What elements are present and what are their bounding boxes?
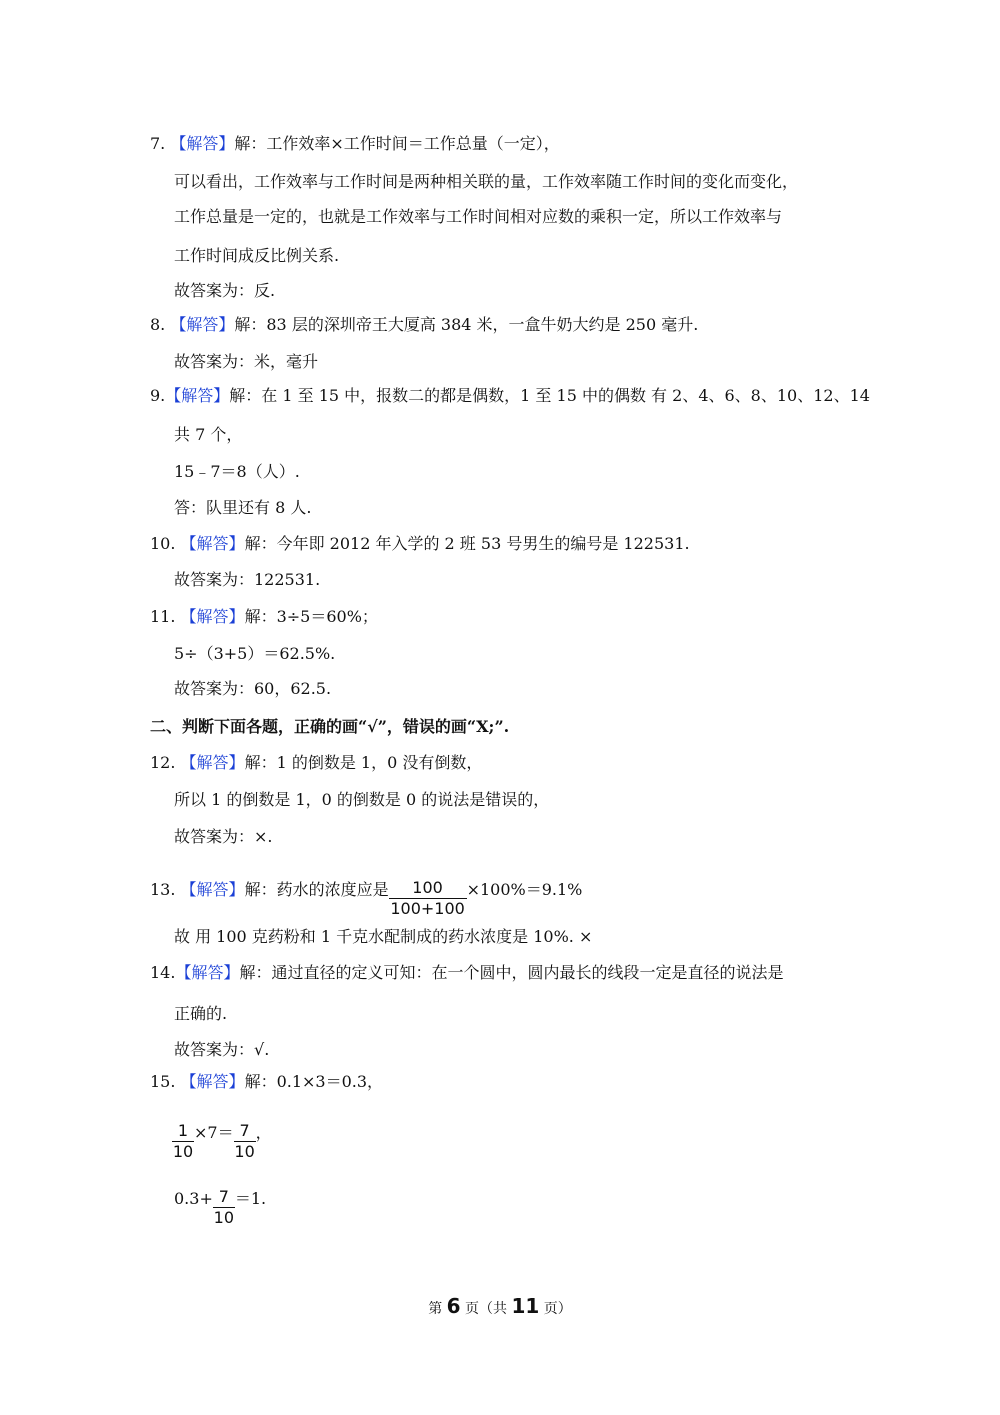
answer-text: ＝1. bbox=[234, 1189, 267, 1208]
answer-7-line-2: 可以看出，工作效率与工作时间是两种相关联的量，工作效率随工作时间的变化而变化， bbox=[174, 172, 799, 191]
answer-11-line-1 bbox=[150, 606, 378, 628]
answer-7-line-5: 故答案为：反. bbox=[174, 281, 276, 300]
answer-11-line-2: 5÷（3+5）＝62.5%. bbox=[174, 644, 336, 663]
answer-8-line-2: 故答案为：米，毫升 bbox=[174, 352, 319, 371]
answer-text: ×100%＝9.1% bbox=[466, 880, 583, 899]
answer-tag: 【解答】 bbox=[175, 963, 240, 982]
fraction-numerator: 7 bbox=[213, 1187, 235, 1208]
fraction-numerator: 7 bbox=[234, 1121, 256, 1142]
answer-text: 解：通过直径的定义可知：在一个圆中，圆内最长的线段一定是直径的说法是 bbox=[239, 963, 784, 982]
fraction-denominator: 10 bbox=[172, 1142, 194, 1161]
footer-text: 页） bbox=[543, 1301, 572, 1317]
answer-14-line-1 bbox=[150, 962, 783, 984]
answer-text: 解：工作效率×工作时间＝工作总量（一定）， bbox=[234, 134, 560, 153]
answer-tag: 【解答】 bbox=[180, 1072, 245, 1091]
answer-text: ×7＝ bbox=[194, 1123, 234, 1142]
fraction bbox=[172, 1121, 194, 1162]
answer-12-line-1 bbox=[150, 752, 482, 774]
total-pages: 11 bbox=[511, 1294, 540, 1318]
fraction bbox=[213, 1187, 235, 1228]
answer-12-line-3: 故答案为：×. bbox=[174, 827, 273, 846]
question-number: 7. bbox=[150, 134, 166, 153]
footer-text: 第 bbox=[428, 1301, 443, 1317]
current-page: 6 bbox=[446, 1294, 461, 1318]
answer-tag: 【解答】 bbox=[170, 315, 235, 334]
answer-tag: 【解答】 bbox=[165, 386, 230, 405]
answer-text: 解：1 的倒数是 1，0 没有倒数， bbox=[244, 753, 483, 772]
answer-text: 解：0.1×3＝0.3， bbox=[244, 1072, 384, 1091]
answer-tag: 【解答】 bbox=[180, 607, 245, 626]
fraction-numerator: 1 bbox=[172, 1121, 194, 1142]
answer-11-line-3: 故答案为：60，62.5. bbox=[174, 679, 332, 698]
fraction-denominator: 100+100 bbox=[390, 899, 465, 918]
answer-text: 0.3+ bbox=[174, 1189, 213, 1208]
page-footer bbox=[0, 1294, 1000, 1318]
answer-9-line-3: 15﹣7＝8（人）. bbox=[174, 462, 300, 481]
question-number: 8. bbox=[150, 315, 166, 334]
answer-7-line-3: 工作总量是一定的，也就是工作效率与工作时间相对应数的乘积一定，所以工作效率与 bbox=[174, 207, 783, 226]
answer-9-line-1 bbox=[150, 385, 870, 407]
answer-15-line-2 bbox=[172, 1113, 272, 1161]
question-number: 10. bbox=[150, 534, 176, 553]
answer-13-line-2: 故 用 100 克药粉和 1 千克水配制成的药水浓度是 10%. × bbox=[174, 927, 593, 946]
question-number: 12. bbox=[150, 753, 176, 772]
question-number: 9. bbox=[150, 386, 166, 405]
answer-text: 解：83 层的深圳帝王大厦高 384 米，一盒牛奶大约是 250 毫升. bbox=[234, 315, 699, 334]
answer-tag: 【解答】 bbox=[180, 534, 245, 553]
answer-12-line-2: 所以 1 的倒数是 1，0 的倒数是 0 的说法是错误的， bbox=[174, 790, 550, 809]
answer-13-line-1 bbox=[150, 870, 583, 918]
fraction bbox=[234, 1121, 256, 1162]
answer-8-line-1 bbox=[150, 314, 698, 336]
footer-text: 页（共 bbox=[465, 1301, 508, 1317]
answer-tag: 【解答】 bbox=[180, 753, 245, 772]
section-heading: 二、判断下面各题，正确的画“√”，错误的画“X;”. bbox=[150, 717, 510, 736]
question-number: 13. bbox=[150, 880, 176, 899]
answer-14-line-2: 正确的. bbox=[174, 1004, 228, 1023]
answer-10-line-1 bbox=[150, 533, 690, 555]
question-number: 11. bbox=[150, 607, 176, 626]
fraction bbox=[389, 878, 467, 919]
answer-text: 解：药水的浓度应是 bbox=[244, 880, 389, 899]
question-number: 14. bbox=[150, 963, 176, 982]
answer-tag: 【解答】 bbox=[180, 880, 245, 899]
answer-text: 解：今年即 2012 年入学的 2 班 53 号男生的编号是 122531. bbox=[244, 534, 690, 553]
fraction-denominator: 10 bbox=[234, 1142, 255, 1161]
fraction-numerator: 100 bbox=[389, 878, 467, 899]
answer-15-line-3 bbox=[174, 1179, 267, 1227]
answer-text: 解：在 1 至 15 中，报数二的都是偶数，1 至 15 中的偶数 有 2、4、6、8、10、12、14 bbox=[229, 386, 870, 405]
answer-text: 解：3÷5＝60%； bbox=[244, 607, 378, 626]
answer-15-line-1 bbox=[150, 1071, 383, 1093]
answer-10-line-2: 故答案为：122531. bbox=[174, 570, 321, 589]
answer-14-line-3: 故答案为：√. bbox=[174, 1040, 270, 1059]
fraction-denominator: 10 bbox=[213, 1208, 235, 1227]
question-number: 15. bbox=[150, 1072, 176, 1091]
answer-9-line-4: 答：队里还有 8 人. bbox=[174, 498, 312, 517]
answer-tag: 【解答】 bbox=[170, 134, 235, 153]
answer-9-line-2: 共 7 个， bbox=[174, 425, 243, 444]
answer-7-line-4: 工作时间成反比例关系. bbox=[174, 246, 340, 265]
answer-text: ， bbox=[255, 1123, 272, 1142]
answer-7-line-1 bbox=[150, 133, 560, 155]
